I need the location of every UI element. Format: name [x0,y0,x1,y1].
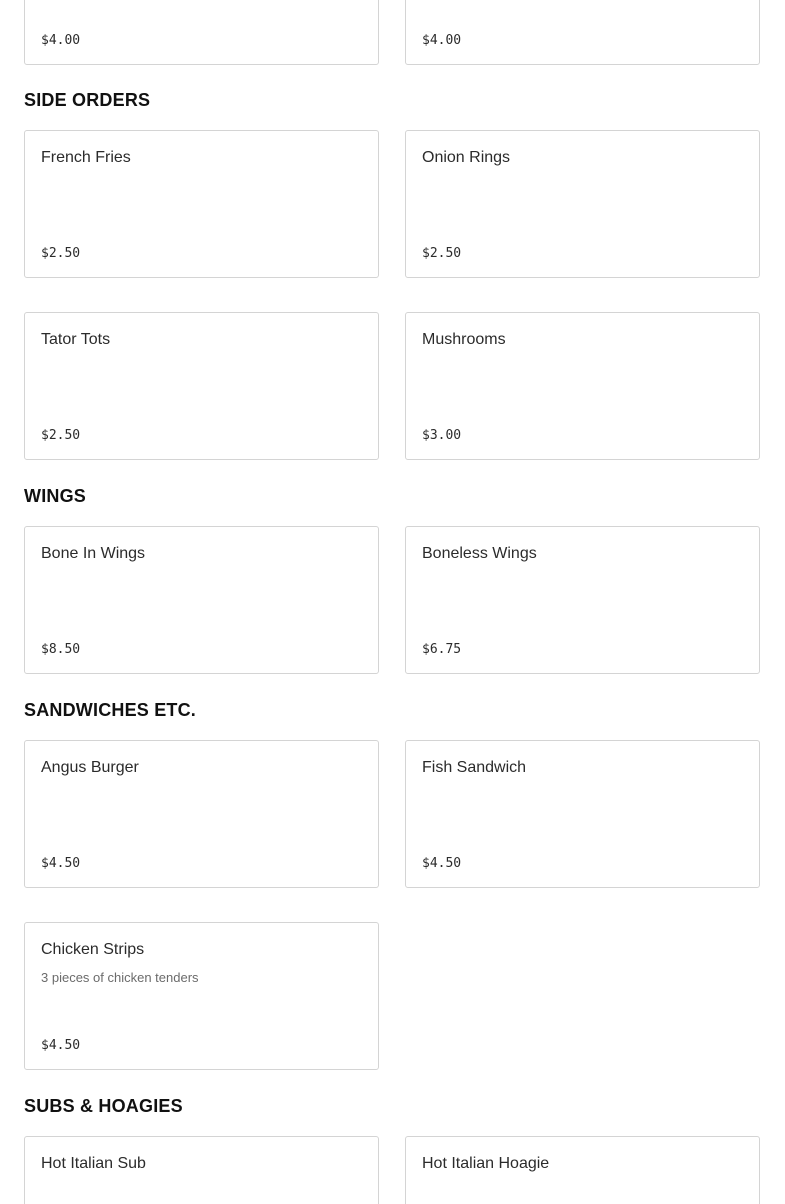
item-name: Tator Tots [41,331,111,348]
menu-item-card[interactable] [24,130,379,278]
menu-item-card[interactable] [405,0,760,65]
section-title-subs-hoagies: SUBS & HOAGIES [24,1096,183,1116]
item-price: $4.50 [41,1038,81,1053]
item-price: $2.50 [422,246,462,261]
menu-item-card[interactable] [24,922,379,1070]
item-name: French Fries [41,149,131,166]
item-name: Fish Sandwich [422,759,527,776]
menu-item-card[interactable] [405,1136,760,1204]
item-name: Bone In Wings [41,545,146,562]
menu-item-card[interactable] [405,312,760,460]
menu-item-card[interactable] [24,0,379,65]
item-price: $3.00 [422,428,462,443]
menu-item-card[interactable] [24,1136,379,1204]
menu-item-card[interactable] [24,312,379,460]
menu-item-card[interactable] [405,130,760,278]
menu-item-card[interactable] [24,526,379,674]
section-title-sandwiches: SANDWICHES ETC. [24,700,197,720]
item-name: Angus Burger [41,759,139,776]
item-name: Chicken Strips [41,941,145,958]
item-price: $2.50 [41,428,81,443]
menu-item-card[interactable] [405,526,760,674]
item-price: $4.00 [422,33,462,48]
item-name: Hot Italian Sub [41,1155,146,1172]
menu-item-card[interactable] [405,740,760,888]
item-name: Hot Italian Hoagie [422,1155,550,1172]
item-price: $6.75 [422,642,462,657]
item-price: $4.50 [422,856,462,871]
item-name: Boneless Wings [422,545,537,562]
item-price: $2.50 [41,246,81,261]
item-name: Onion Rings [422,149,511,166]
section-title-side-orders: SIDE ORDERS [24,90,151,110]
item-price: $8.50 [41,642,81,657]
item-price: $4.00 [41,33,81,48]
item-description: 3 pieces of chicken tenders [41,970,199,985]
item-name: Mushrooms [422,331,506,348]
section-title-wings: WINGS [24,486,86,506]
item-price: $4.50 [41,856,81,871]
menu-item-card[interactable] [24,740,379,888]
